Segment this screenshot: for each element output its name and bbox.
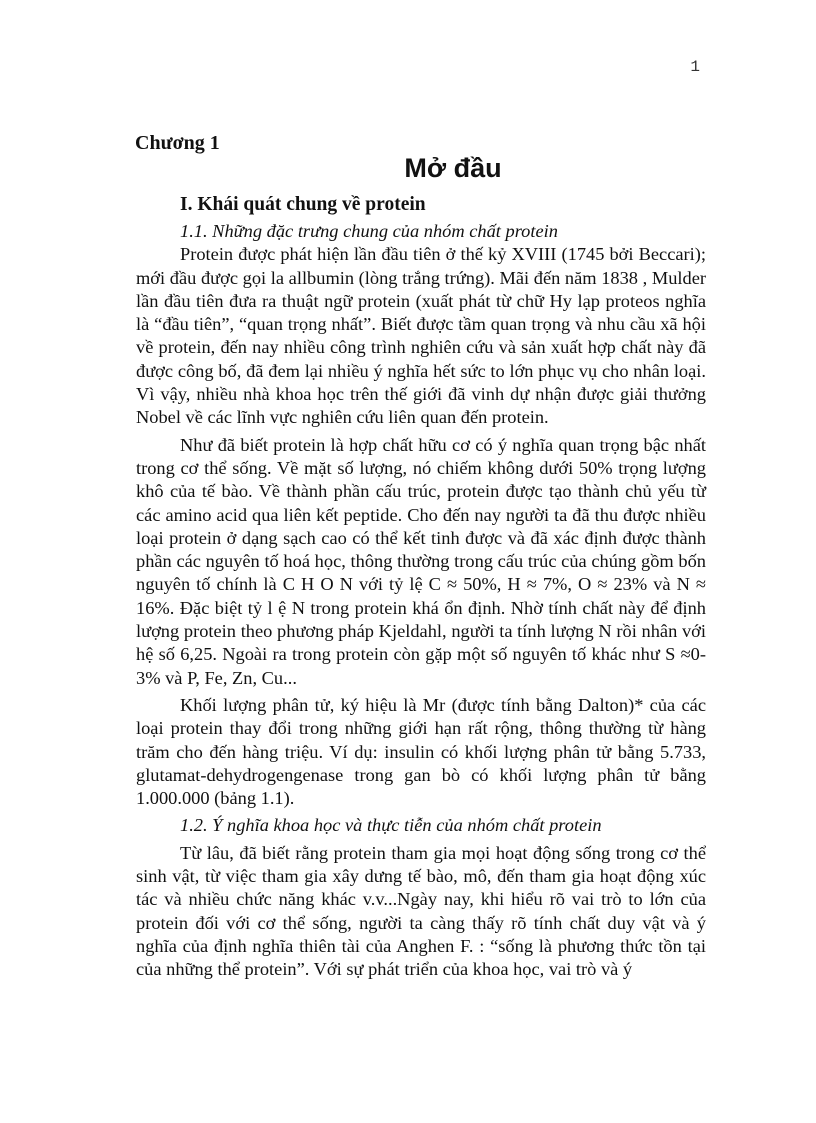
paragraph-2: Như đã biết protein là hợp chất hữu cơ có ý nghĩa quan trọng bậc nhất trong cơ thể sống. Về mặt số lượng, nó chiếm không dưới 50% trọng lượng khô của tế bào. Về thành phần cấu trúc, protein được tạo thành chủ yếu từ các amino acid qua liên kết peptide. Cho đến nay người ta đã thu được nhiều loại protein ở dạng sạch cao có thể kết tinh được và đã xác định được thành phần các nguyên tố hoá học, thông thường trong cấu trúc của chúng gồm bốn nguyên tố chính là C H O N với tỷ lệ C ≈ 50%, H ≈ 7%, O ≈ 23% và N ≈ 16%. Đặc biệt tỷ l ệ N trong protein khá ổn định. Nhờ tính chất này để định lượng protein theo phương pháp Kjeldahl, người ta tính lượng N rồi nhân với hệ số 6,25. Ngoài ra trong protein còn gặp một số nguyên tố khác như S ≈0-3% và P, Fe, Zn, Cu... [136,434,706,688]
subsection-heading-1: 1.1. Những đặc trưng chung của nhóm chất protein [180,221,558,241]
section-heading: I. Khái quát chung về protein [180,194,426,215]
paragraph-1: Protein được phát hiện lần đầu tiên ở thế kỷ XVIII (1745 bởi Beccari); mới đầu được gọi la allbumin (lòng trắng trứng). Mãi đến năm 1838 , Mulder lần đầu tiên đưa ra thuật ngữ protein (xuất phát từ chữ Hy lạp proteos nghĩa là “đầu tiên”, “quan trọng nhất”. Biết được tầm quan trọng và nhu cầu xã hội về protein, đến nay nhiều công trình nghiên cứu và sản xuất hợp chất này đã được công bố, đã đem lại nhiều ý nghĩa hết sức to lớn phục vụ cho nhân loại. Vì vậy, nhiều nhà khoa học trên thế giới đã vinh dự nhận được giải thưởng Nobel về các lĩnh vực nghiên cứu liên quan đến protein. [136,244,706,428]
page-title: Mở đầu [404,153,502,183]
paragraph-4: Từ lâu, đã biết rằng protein tham gia mọi hoạt động sống trong cơ thể sinh vật, từ việc tham gia xây dưng tế bào, mô, đến tham gia hoạt động xúc tác và nhiều chức năng khác v.v...Ngày nay, khi hiểu rõ vai trò to lớn của protein đối với cơ thể sống, người ta càng thấy rõ tính chất duy vật và ý nghĩa của định nghĩa thiên tài của Anghen F. : “sống là phương thức tồn tại của những thể protein”. Với sự phát triển của khoa học, vai trò và ý [136,842,706,980]
page-number: 1 [690,58,700,76]
subsection-heading-2: 1.2. Ý nghĩa khoa học và thực tiễn của nhóm chất protein [180,815,602,836]
body-text [136,220,706,982]
chapter-label: Chương 1 [135,132,220,154]
paragraph-3: Khối lượng phân tử, ký hiệu là Mr (được tính bằng Dalton)* của các loại protein thay đổi trong những giới hạn rất rộng, thông thường từ hàng trăm cho đến hàng triệu. Ví dụ: insulin có khối lượng phân tử bằng 5.733, glutamat-dehydrogengenase trong gan bò có khối lượng phân tử bằng 1.000.000 (bảng 1.1). [136,694,706,809]
